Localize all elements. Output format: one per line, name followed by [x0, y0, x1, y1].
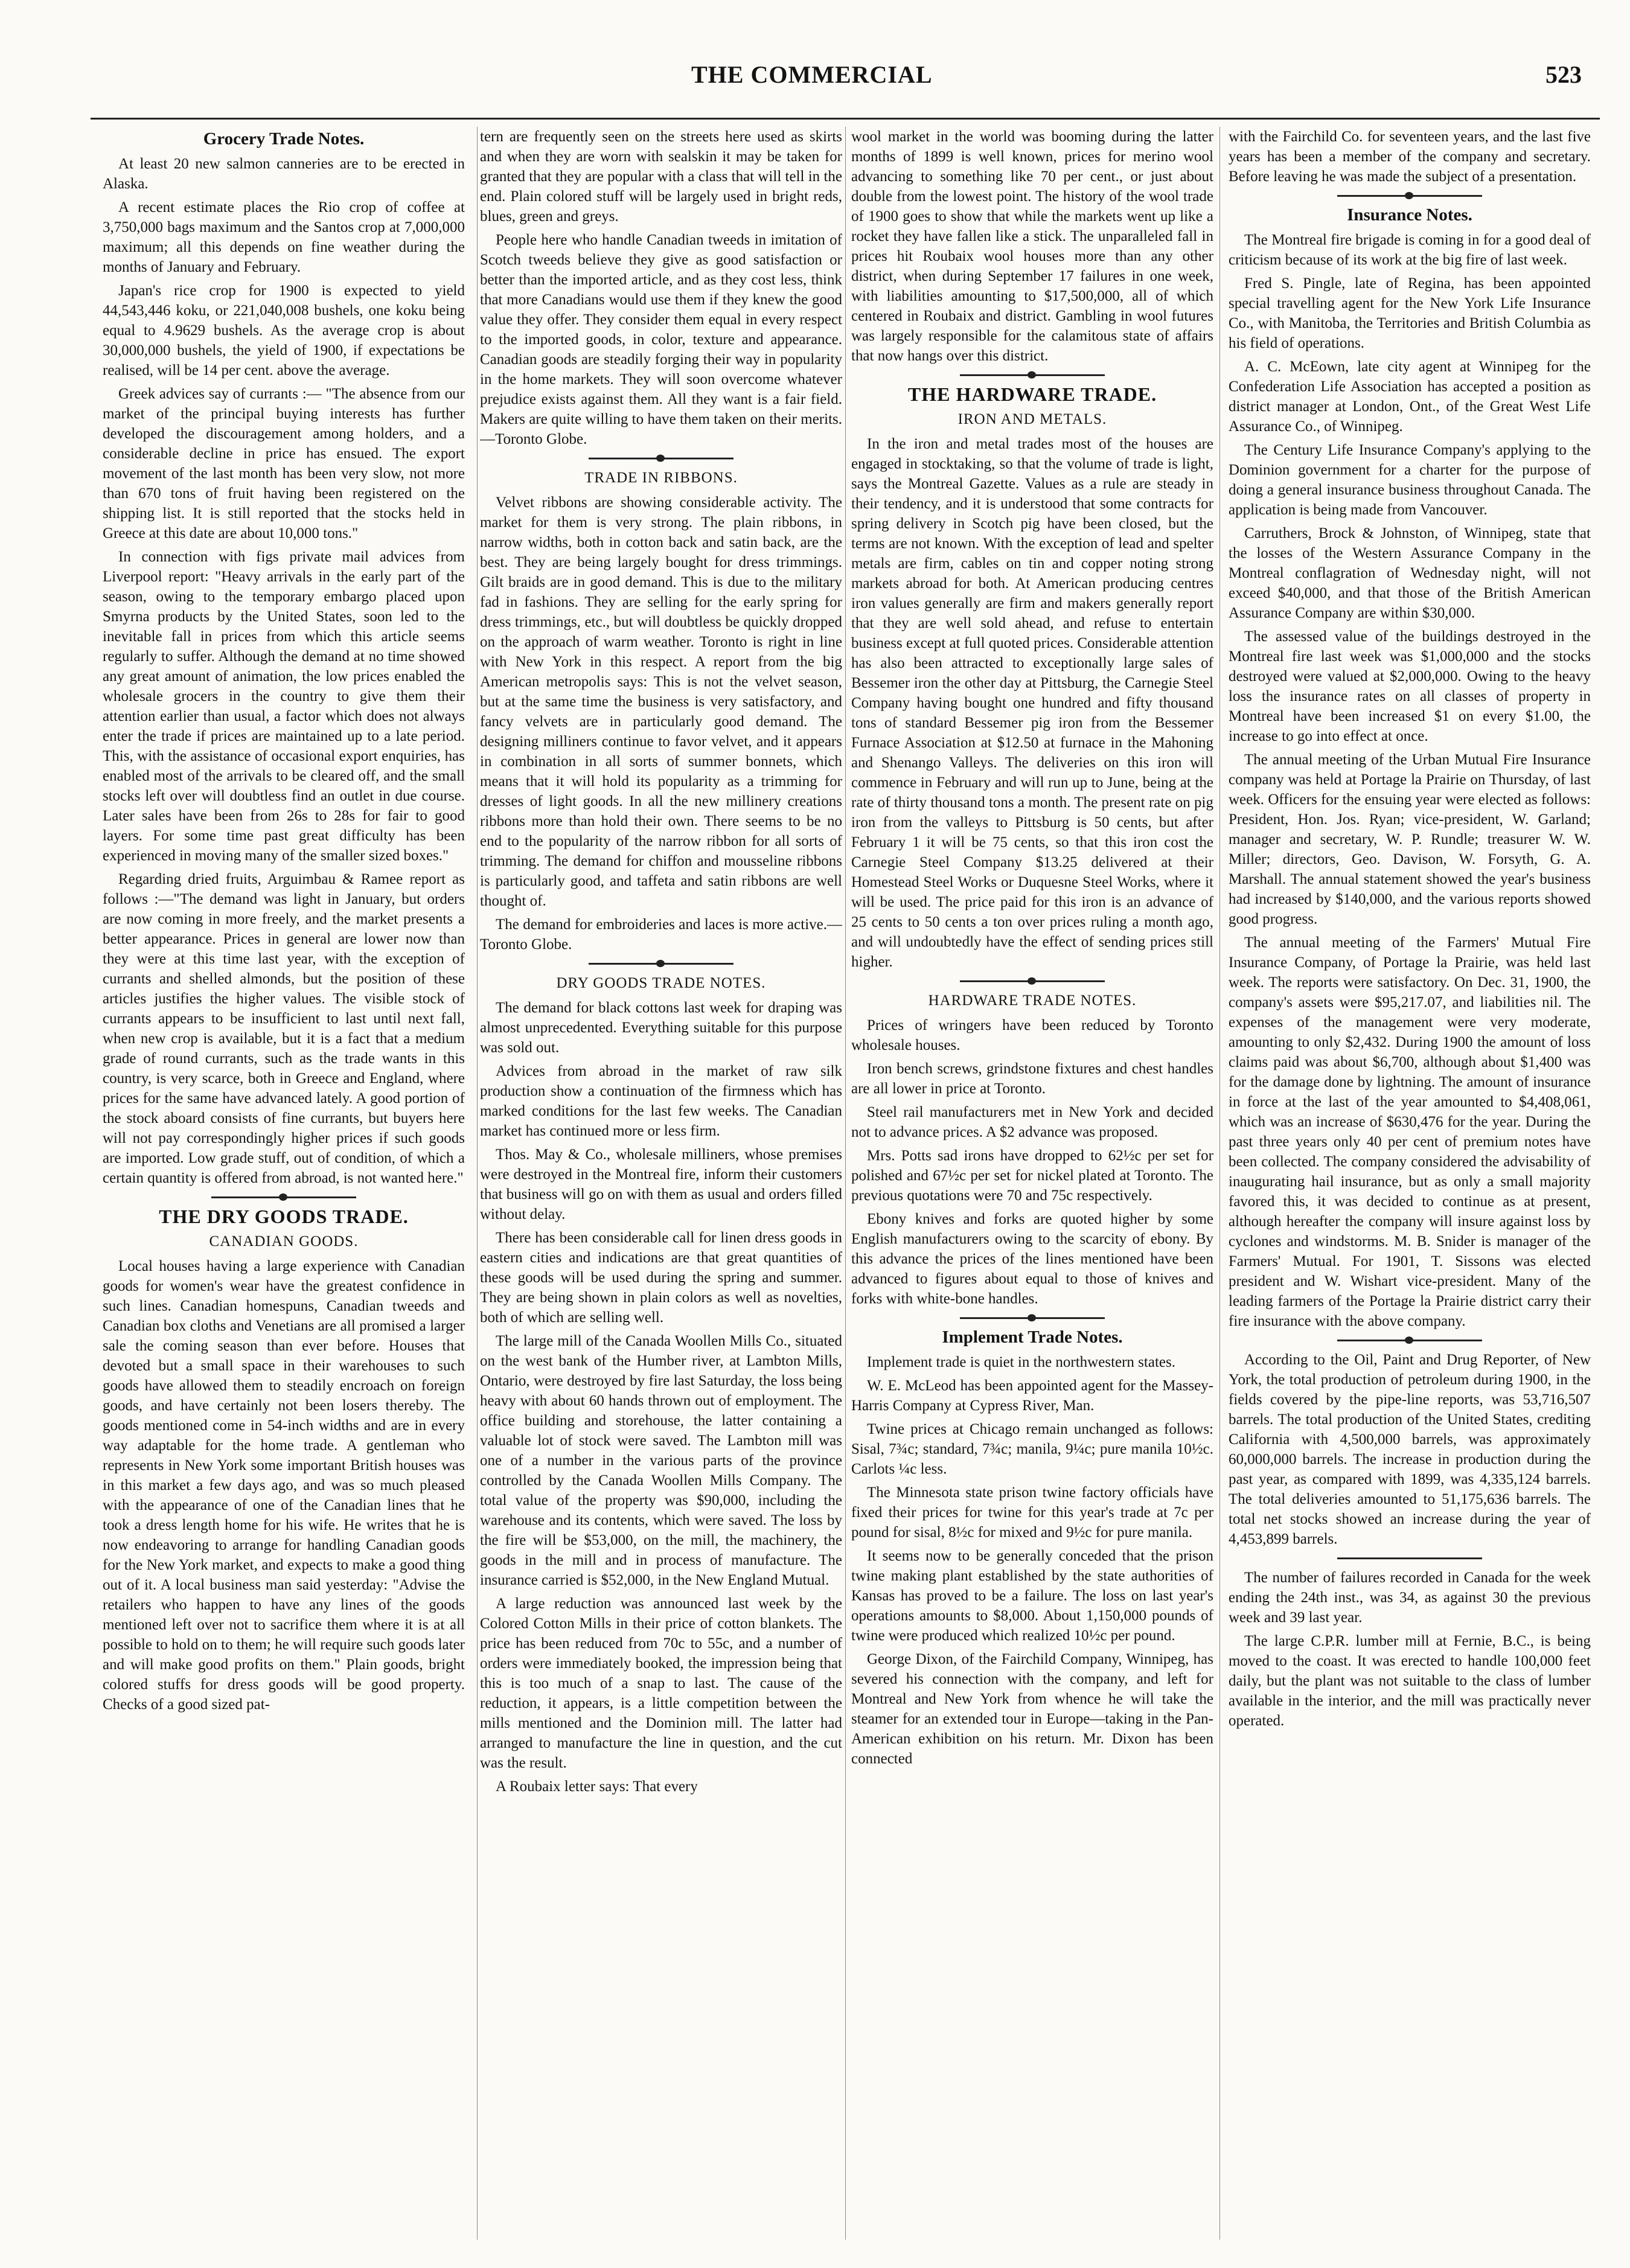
section-divider	[960, 980, 1105, 982]
article-paragraph: A large reduction was announced last week by the Colored Cotton Mills in their price of cotton blankets. The price has been reduced from 70c to 55c, and a number of orders were immediately booked, the impression being that this is too much of a snap to last. The cause of the reduction, it appears, is a little competition between the mills mentioned and the Dominion mill. The latter had arranged to manufacture the line in question, and the cut was the result.	[480, 1596, 842, 1771]
article-paragraph: The Century Life Insurance Company's applying to the Dominion government for a charter for the purpose of doing a general insurance business throughout Canada. The application is being made from Vancouver.	[1229, 442, 1591, 518]
article-paragraph: Steel rail manufacturers met in New York and decided not to advance prices. A $2 advance was proposed.	[851, 1104, 1213, 1140]
column-2	[480, 127, 842, 2246]
article-paragraph: Prices of wringers have been reduced by Toronto wholesale houses.	[851, 1017, 1213, 1053]
article-paragraph: The annual meeting of the Farmers' Mutual Fire Insurance Company, of Portage la Prairie, was held last week. The reports were satisfactory. On Dec. 31, 1900, the company's assets were $95,217.07, and liabilities nil. The expenses of the management were very moderate, amounting to only $2,432. During 1900 the amount of loss claims paid was about $6,700, although about $1,400 was for the damage done by lightning. The amount of insurance in force at the last of the year amounted to $4,408,061, which was an increase of $630,476 for the year. During the past three years only 40 per cent of premium notes have been collected. The company considered the advisability of inaugurating hail insurance, but as only a small majority favored this, it was decided to continue as at present, although hereafter the company will insure against loss by cyclones and windstorms. M. B. Snider is manager of the Farmers' Mutual. For 1901, T. Sissons was elected president and W. Wishart vice-president. Many of the leading farmers of the Portage la Prairie district carry their fire insurance with the above company.	[1229, 934, 1591, 1329]
article-paragraph: The demand for embroideries and laces is more active.—Toronto Globe.	[480, 916, 842, 953]
section-divider	[1337, 1557, 1482, 1559]
article-paragraph: Implement trade is quiet in the northwestern states.	[867, 1354, 1175, 1370]
article-paragraph: wool market in the world was booming during the latter months of 1899 is well known, prices for merino wool advancing to something like 70 per cent., or just about double from the lowest point. The history of the wool trade of 1900 goes to show that while the markets went up like a rocket they have fallen like a stick. The unparalleled fall in prices hit Roubaix wool houses more than any other district, when during September 17 failures in one week, with liabilities amounting to $17,500,000, all of which centered in Roubaix and district. Gambling in wool futures was largely responsible for the calamitous state of affairs that now hangs over this district.	[851, 129, 1213, 364]
article-paragraph: Thos. May & Co., wholesale milliners, whose premises were destroyed in the Montreal fire, inform their customers that business will go on with them as usual and orders filled without delay.	[480, 1146, 842, 1222]
section-divider	[1337, 1340, 1482, 1341]
subheading-ribbons: TRADE IN RIBBONS.	[584, 470, 738, 486]
article-paragraph: tern are frequently seen on the streets here used as skirts and when they are worn with sealskin it may be taken for granted that they are popular with a class that will tell in the end. Plain colored stuff will be largely used in bright reds, blues, green and greys.	[480, 129, 842, 225]
section-divider	[211, 1196, 356, 1198]
section-divider	[1337, 195, 1482, 197]
article-paragraph: Velvet ribbons are showing considerable activity. The market for them is very strong. The plain ribbons, in narrow widths, both in cotton back and satin back, are the best. They are being largely bought for dress trimmings. Gilt braids are in good demand. This is due to the military fad in fashions. They are selling for the early spring for dress trimmings, etc., but will doubtless be quickly dropped on the approach of warm weather. Toronto is right in line with New York in this respect. A report from the big American metropolis says: This is not the velvet season, but at the same time the business is very satisfactory, and fancy velvets are in particularly good demand. The designing milliners continue to favor velvet, and it appears in combination in all sorts of summer bonnets, which means that it will hold its popularity as a trimming for dresses of light goods. In all the new millinery creations ribbons more than hold their own. There seems to be no end to the popularity of the narrow ribbon for all sorts of trimming. The demand for chiffon and mousseline ribbons is particularly good, and taffeta and satin ribbons are well thought of.	[480, 494, 842, 909]
masthead	[0, 60, 1630, 109]
article-paragraph: The Minnesota state prison twine factory officials have fixed their prices for twine for this year's trade at 7c per pound for sisal, 8½c for mixed and 9½c for pure manila.	[851, 1484, 1213, 1541]
column-divider	[477, 127, 478, 2240]
article-paragraph: Carruthers, Brock & Johnston, of Winnipeg, state that the losses of the Western Assurance Company in the Montreal conflagration of Wednesday night, will not exceed $40,000, and that those of the British American Assurance Company are within $30,000.	[1229, 525, 1591, 621]
section-divider	[589, 963, 734, 965]
column-divider	[845, 127, 846, 2240]
article-paragraph: Regarding dried fruits, Arguimbau & Ramee report as follows :—"The demand was light in January, but orders are now coming in more freely, and the market presents a better appearance. Prices in general are lower now than they were at this time last year, with the exception of currants and shelled almonds, but the position of these articles justifies the higher values. The visible stock of currants appears to be insufficient to last until next fall, when new crop is available, but it is a fact that a medium grade of round currants, such as the trade wants in this country, is very scarce, both in Greece and England, where prices for the same have advanced lately. A good portion of the stock aboard consists of fine currants, but buyers here will not pay correspondingly higher prices if such goods are imported. Low grade stuff, out of condition, of which a certain quantity is offered from abroad, is not wanted here."	[103, 871, 465, 1186]
column-4	[1229, 127, 1591, 2246]
publication-title: THE COMMERCIAL	[691, 61, 933, 88]
subheading-dry-goods-notes: DRY GOODS TRADE NOTES.	[556, 975, 766, 991]
article-paragraph: The large mill of the Canada Woollen Mills Co., situated on the west bank of the Humber river, at Lambton Mills, Ontario, were destroyed by fire last Saturday, the loss being heavy with about 60 hands thrown out of employment. The office building and storehouse, the latter containing a valuable lot of stock were saved. The Lambton mill was one of a number in the various parts of the province controlled by the Canada Woollen Mills Company. The total value of the property was $90,000, including the warehouse and its contents, which were saved. The loss by the fire will be $53,000, on the mill, the machinery, the goods in the mill and in process of manufacture. The insurance carried is $52,000, in the New England Mutual.	[480, 1333, 842, 1588]
article-paragraph: Ebony knives and forks are quoted higher by some English manufacturers owing to the scarcity of ebony. By this advance the prices of the lines mentioned have been advanced to figures about equal to those of knives and forks with white-bone handles.	[851, 1211, 1213, 1307]
article-paragraph: At least 20 new salmon canneries are to be erected in Alaska.	[103, 156, 465, 192]
article-paragraph: According to the Oil, Paint and Drug Reporter, of New York, the total production of petroleum during 1900, in the fields covered by the pipe-line reports, was 53,716,507 barrels. The total production of the United States, crediting California with 4,500,000 barrels, was approximately 60,000,000 barrels. The increase in production during the past year, as compared with 1899, was 4,335,124 barrels. The total deliveries amounted to 51,175,636 barrels. The total net stocks showed an increase during the year of 4,453,899 barrels.	[1229, 1352, 1591, 1547]
article-paragraph: In the iron and metal trades most of the houses are engaged in stocktaking, so that the volume of trade is light, says the Montreal Gazette. Values as a rule are steady in their tendency, and it is understood that some contracts for spring delivery in Scotch pig have been closed, but the terms are not known. With the exception of lead and spelter metals are firm, cables on tin and copper noting strong markets abroad for both. At American producing centres iron values generally are firm and makers generally report that they are well sold ahead, and refuse to entertain business except at full quoted prices. Considerable attention has also been attracted to exceptionally large sales of Bessemer iron the other day at Pittsburg, the Carnegie Steel Company having bought one hundred and fifty thousand tons of standard Bessemer pig iron from the Bessemer Furnace Association at $12.50 at furnace in the Mahoning and Shenango Valleys. The deliveries on this iron will commence in February and will run up to June, being at the rate of thirty thousand tons a month. The present rate on pig iron from the valleys to Pittsburg is 50 cents, but after February 1 it will be 75 cents, so that this iron cost the Carnegie Steel Company $13.25 delivered at their Homestead Steel Works or Duquesne Steel Works, where it will be used. The price paid for this iron is an advance of 25 cents to 50 cents a ton over prices ruling a month ago, and will undoubtedly have the effect of sending prices still higher.	[851, 436, 1213, 970]
article-paragraph: It seems now to be generally conceded that the prison twine making plant established by the state authorities of Kansas has proved to be a failure. The loss on last year's operations amounts to $8,000. About 1,150,000 pounds of twine were produced which realized 10½c per pound.	[851, 1548, 1213, 1644]
subheading-hardware-notes: HARDWARE TRADE NOTES.	[928, 992, 1137, 1009]
article-paragraph: The Montreal fire brigade is coming in for a good deal of criticism because of its work at the big fire of last week.	[1229, 232, 1591, 268]
article-paragraph: Greek advices say of currants :— "The absence from our market of the principal buying interests has further developed the discouragement among holders, and a considerable decline in price has ensued. The export movement of the last month has been very slow, not more than 670 tons of fruit having been registered on the shipping list. It is still reported that the stocks held in Greece at this date are about 10,000 tons."	[103, 386, 465, 541]
section-heading-implement: Implement Trade Notes.	[942, 1327, 1123, 1347]
header-rule	[91, 118, 1600, 120]
article-paragraph: Fred S. Pingle, late of Regina, has been appointed special travelling agent for the New York Life Insurance Co., with Manitoba, the Territories and British Columbia as his field of operations.	[1229, 275, 1591, 351]
article-paragraph: The demand for black cottons last week for draping was almost unprecedented. Everything suitable for this purpose was sold out.	[480, 1000, 842, 1056]
article-paragraph: Iron bench screws, grindstone fixtures and chest handles are all lower in price at Toronto.	[851, 1061, 1213, 1097]
article-paragraph: In connection with figs private mail advices from Liverpool report: "Heavy arrivals in the early part of the season, owing to the temporary embargo placed upon Smyrna products by the United States, soon led to the inevitable fall in prices from which this article seems regularly to suffer. Although the demand at no time showed any great amount of animation, the low prices enabled the wholesale grocers in the country to give them their attention earlier than usual, a factor which does not always enter the trade if prices are maintained up to a late period. This, with the assistance of occasional export enquiries, has enabled most of the arrivals to be cleared off, and the small stocks left over will doubtless find an outlet in due course. Later sales have been from 26s to 28s for fair to good layers. For some time past great difficulty has been experienced in moving many of the smaller sized boxes."	[103, 549, 465, 864]
subheading-canadian-goods: CANADIAN GOODS.	[209, 1233, 359, 1250]
article-paragraph: George Dixon, of the Fairchild Company, Winnipeg, has severed his connection with the company, and left for Montreal and New York from whence he will take the steamer for an extended tour in Europe—taking in the Pan-American exhibition on his return. Mr. Dixon has been connected	[851, 1651, 1213, 1767]
article-paragraph: People here who handle Canadian tweeds in imitation of Scotch tweeds believe they give as good satisfaction or better than the imported article, and as they cost less, think that more Canadians would use them if they knew the good value they offer. They consider them equal in every respect to the imported goods, in color, texture and appearance. Canadian goods are steadily forging their way in popularity in the home markets. They will soon overcome whatever prejudice exists against them. All they want is a fair field. Makers are quite willing to have them taken on their merits.—Toronto Globe.	[480, 232, 842, 447]
article-paragraph: Japan's rice crop for 1900 is expected to yield 44,543,446 koku, or 221,040,008 bushels, one koku being equal to 4.9629 bushels. As the average crop is about 30,000,000 bushels, the yield of 1900, if expectations be realised, will be 14 per cent. above the average.	[103, 283, 465, 379]
page-number: 523	[1545, 61, 1582, 88]
section-divider	[960, 374, 1105, 376]
section-heading-hardware: THE HARDWARE TRADE.	[907, 383, 1157, 405]
column-divider	[1219, 127, 1220, 2240]
article-paragraph: Local houses having a large experience with Canadian goods for women's wear have the greatest confidence in such lines. Canadian homespuns, Canadian tweeds and Canadian box cloths and Venetians are all promised a larger sale the coming season than ever before. Houses that devoted but a small space in their warehouses to such goods have allowed them to steadily encroach on foreign goods, and have certainly not been losers thereby. The goods mentioned come in 54-inch widths and are in every way adaptable for the home trade. A gentleman who represents in New York some important British houses was in this market a few days ago, and was so much pleased with the appearance of one of the Canadian lines that he took a dress length home for his wife. He writes that he is now endeavoring to arrange for handling Canadian goods for the New York market, and expects to make a good thing out of it. A local business man said yesterday: "Advise the retailers who happen to have any lines of the goods mentioned left over not to sacrifice them where it is at all possible to hold on to them; he will require such goods later and will make good profits on them." Plain goods, bright colored stuffs for dress goods will be good property. Checks of a good sized pat-	[103, 1258, 465, 1713]
article-paragraph: The assessed value of the buildings destroyed in the Montreal fire last week was $1,000,000 and the stocks destroyed were valued at $2,000,000. Owing to the heavy loss the insurance rates on all classes of property in Montreal have been increased $1 on every $1.00, the increase to go into effect at once.	[1229, 628, 1591, 744]
article-paragraph: Twine prices at Chicago remain unchanged as follows: Sisal, 7¾c; standard, 7¾c; manila, 9¼c; pure manila 10½c. Carlots ¼c less.	[851, 1421, 1213, 1477]
column-3	[851, 127, 1213, 2246]
section-heading-dry-goods: THE DRY GOODS TRADE.	[159, 1206, 409, 1227]
column-1	[103, 127, 465, 2246]
article-paragraph: A Roubaix letter says: That every	[496, 1778, 698, 1795]
article-paragraph: W. E. McLeod has been appointed agent for the Massey-Harris Company at Cypress River, Man.	[851, 1378, 1213, 1414]
subheading-iron-metals: IRON AND METALS.	[957, 411, 1107, 427]
article-paragraph: There has been considerable call for linen dress goods in eastern cities and indications are that great quantities of these goods will be used during the spring and summer. They are being shown in plain colors as well as novelties, both of which are selling well.	[480, 1230, 842, 1326]
section-divider	[589, 458, 734, 459]
article-paragraph: The number of failures recorded in Canada for the week ending the 24th inst., was 34, as against 30 the previous week and 39 last year.	[1229, 1570, 1591, 1626]
article-paragraph: A. C. McEown, late city agent at Winnipeg for the Confederation Life Association has accepted a position as district manager at London, Ont., of the Great West Life Assurance Co., of Winnipeg.	[1229, 359, 1591, 435]
article-paragraph: Advices from abroad in the market of raw silk production show a continuation of the firmness which has marked conditions for the last few weeks. The Canadian market has continued more or less firm.	[480, 1063, 842, 1139]
article-paragraph: Mrs. Potts sad irons have dropped to 62½c per set for polished and 67½c per set for nickel plated at Toronto. The previous quotations were 70 and 75c respectively.	[851, 1148, 1213, 1204]
article-paragraph: The large C.P.R. lumber mill at Fernie, B.C., is being moved to the coast. It was erected to handle 100,000 feet daily, but the plant was not suitable to the class of lumber available in the interior, and the mill was practically never operated.	[1229, 1633, 1591, 1729]
section-divider	[960, 1317, 1105, 1319]
article-paragraph: with the Fairchild Co. for seventeen years, and the last five years has been a member of the company and secretary. Before leaving he was made the subject of a presentation.	[1229, 129, 1591, 185]
section-heading-insurance: Insurance Notes.	[1347, 205, 1472, 225]
article-paragraph: The annual meeting of the Urban Mutual Fire Insurance company was held at Portage la Prairie on Thursday, of last week. Officers for the ensuing year were elected as follows: President, Hon. Jos. Ryan; vice-president, W. Garland; manager and secretary, W. P. Rundle; treasurer W. W. Miller; directors, Geo. Davison, W. Forsyth, G. A. Marshall. The annual statement showed the year's business had increased by $140,000, and the various reports showed good progress.	[1229, 752, 1591, 927]
section-heading-grocery: Grocery Trade Notes.	[203, 129, 365, 149]
article-paragraph: A recent estimate places the Rio crop of coffee at 3,750,000 bags maximum and the Santos crop at 7,000,000 maximum; all this depends on fine weather during the months of January and February.	[103, 199, 465, 275]
